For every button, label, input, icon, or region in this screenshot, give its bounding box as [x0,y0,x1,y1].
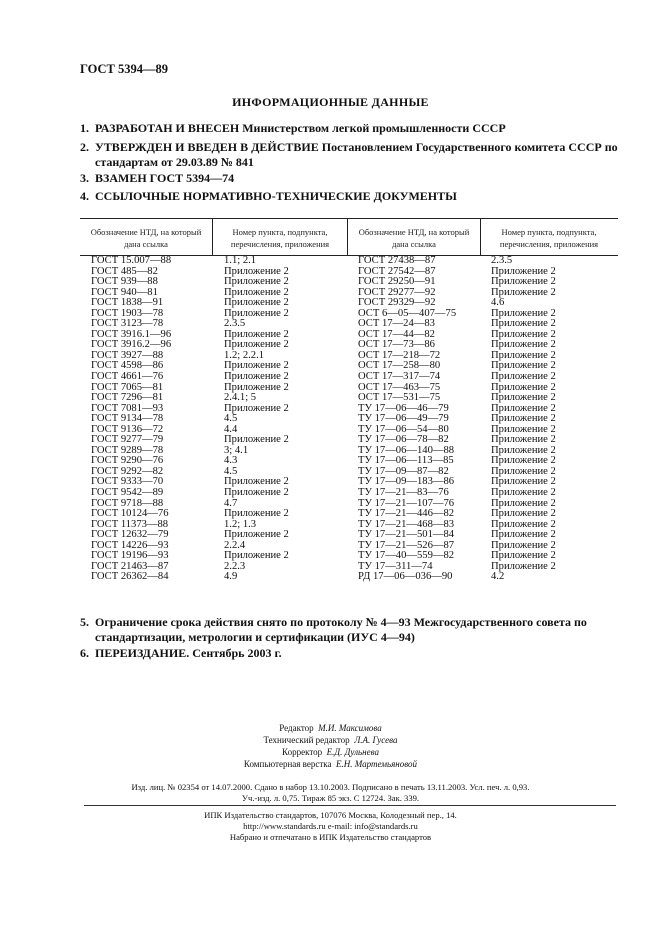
document-code: ГОСТ 5394—89 [80,62,169,76]
table-cell: Приложение 2 [491,392,556,404]
item-number: 5. [80,615,89,629]
table-cell: ГОСТ 29250—91 [358,276,436,288]
table-cell: ОСТ 17—24—83 [358,318,435,330]
table-cell: Приложение 2 [224,476,289,488]
table-divider [480,218,481,255]
table-cell: Приложение 2 [224,508,289,520]
table-cell: Приложение 2 [224,265,289,277]
table-cell: ТУ 17—21—83—76 [358,487,449,499]
item-number: 2. [80,140,89,154]
table-cell: 3; 4.1 [224,444,249,456]
item-number: 4. [80,189,89,203]
item-number: 3. [80,171,89,185]
table-divider [212,218,213,255]
table-cell: ТУ 17—09—183—86 [358,476,455,488]
table-column-docs-right [358,256,456,583]
table-cell: ГОСТ 21463—87 [91,560,169,572]
table-cell: 1.2; 2.2.1 [224,349,265,361]
table-cell: ГОСТ 27438—87 [358,255,436,266]
credit-layout: Компьютерная верстка Е.Н. Мартемьяновой [243,759,418,769]
table-cell: Приложение 2 [491,487,556,499]
table-cell: ГОСТ 27542—87 [358,265,436,277]
table-cell: ОСТ 17—531—75 [358,392,441,404]
table-cell: Приложение 2 [491,539,556,551]
table-cell: ОСТ 17—258—80 [358,360,441,372]
table-cell: ГОСТ 9134—78 [91,413,164,425]
table-cell: ГОСТ 1838—91 [91,297,164,309]
table-header-ref-right: Номер пункта, подпункта, перечисления, приложения [499,227,599,249]
table-cell: Приложение 2 [224,297,289,309]
table-cell: ГОСТ 9290—76 [91,455,164,467]
table-top-rule [80,218,618,219]
item-text: Министерством легкой промышленности СССР [239,121,506,135]
table-cell: ГОСТ 29329—92 [358,297,436,309]
table-cell: ГОСТ 7081—93 [91,402,164,414]
table-cell: ГОСТ 3927—88 [91,349,164,361]
table-cell: Приложение 2 [491,550,556,562]
table-cell: ГОСТ 4598—86 [91,360,164,372]
table-header-ref-left: Номер пункта, подпункта, перечисления, приложения [230,227,330,249]
table-cell: ГОСТ 3123—78 [91,318,164,330]
table-cell: Приложение 2 [491,360,556,372]
table-cell: Приложение 2 [224,487,289,499]
table-header-doc-left: Обозначение НТД, на который дана ссылка [90,227,202,249]
section-title: ИНФОРМАЦИОННЫЕ ДАННЫЕ [232,95,429,109]
publication-line-1: Изд. лиц. № 02354 от 14.07.2000. Сдано в набор 13.10.2003. Подписано в печать 13.11.2003. Усл. печ. л. 0,93. [131,782,530,792]
table-cell: 4.3 [224,455,238,467]
table-cell: Приложение 2 [491,381,556,393]
table-cell: 2.2.4 [224,539,246,551]
table-cell: Приложение 2 [224,360,289,372]
table-cell: Приложение 2 [491,508,556,520]
item-6 [80,646,620,661]
table-cell: ТУ 17—06—113—85 [358,455,454,467]
table-cell: Приложение 2 [491,560,556,572]
table-cell: Приложение 2 [491,423,556,435]
table-cell: ГОСТ 9289—78 [91,444,164,456]
credit-tech-editor: Технический редактор Л.А. Гусева [263,735,398,745]
imprint-rule [84,805,616,806]
table-cell: 2.2.3 [224,560,246,572]
item-number: 6. [80,646,89,660]
table-cell: Приложение 2 [491,328,556,340]
table-cell: ГОСТ 3916.1—96 [91,328,172,340]
table-cell: ГОСТ 3916.2—96 [91,339,172,351]
table-cell: Приложение 2 [224,328,289,340]
table-cell: Приложение 2 [491,276,556,288]
table-cell: ОСТ 17—73—86 [358,339,435,351]
item-lead: ССЫЛОЧНЫЕ НОРМАТИВНО-ТЕХНИЧЕСКИЕ ДОКУМЕНТЫ [95,189,457,203]
table-cell: Приложение 2 [491,265,556,277]
table-cell: 4.6 [491,297,505,309]
table-cell: ГОСТ 15.007—88 [91,255,172,266]
table-cell: Приложение 2 [491,371,556,383]
table-column-docs-left [91,256,171,583]
item-2 [80,140,620,170]
table-cell: Приложение 2 [491,529,556,541]
table-cell: ГОСТ 9277—79 [91,434,164,446]
table-cell: 2.4.1; 5 [224,392,257,404]
item-lead: УТВЕРЖДЕН И ВВЕДЕН В ДЕЙСТВИЕ [95,140,319,154]
table-cell: ОСТ 17—44—82 [358,328,435,340]
table-cell: Приложение 2 [491,465,556,477]
table-cell: ГОСТ 11373—88 [91,518,169,530]
table-cell: Приложение 2 [491,413,556,425]
table-cell: ГОСТ 26362—84 [91,571,169,583]
table-cell: Приложение 2 [491,339,556,351]
table-cell: Приложение 2 [491,286,556,298]
table-cell: Приложение 2 [224,434,289,446]
table-cell: Приложение 2 [491,455,556,467]
imprint-printer: Набрано и отпечатано в ИПК Издательство стандартов [229,832,432,842]
table-cell: 2.3.5 [491,255,513,266]
item-3 [80,171,620,186]
table-cell: 4.2 [491,571,505,583]
item-text: Ограничение срока действия снято по протоколу № 4—93 Межгосударственного совета по стандартизации, метрологии и сертификации (ИУС 4—94) [95,615,587,644]
item-text: Постановлением Государственного комитета СССР по стандартам от 29.03.89 № 841 [95,140,618,169]
table-cell: ОСТ 17—317—74 [358,371,441,383]
table-cell: ГОСТ 9333—70 [91,476,164,488]
table-cell: 4.7 [224,497,238,509]
table-cell: Приложение 2 [224,402,289,414]
item-4 [80,189,620,204]
table-cell: 4.9 [224,571,238,583]
table-cell: ГОСТ 7296—81 [91,392,164,404]
table-cell: ТУ 17—40—559—82 [358,550,455,562]
table-cell: Приложение 2 [224,276,289,288]
table-cell: Приложение 2 [224,550,289,562]
table-cell: Приложение 2 [224,286,289,298]
table-cell: ТУ 17—06—78—82 [358,434,449,446]
table-cell: 4.5 [224,413,238,425]
table-cell: ГОСТ 939—88 [91,276,158,288]
table-cell: 4.4 [224,423,238,435]
table-cell: ТУ 17—311—74 [358,560,433,572]
table-cell: Приложение 2 [491,434,556,446]
table-cell: ГОСТ 9718—88 [91,497,164,509]
table-cell: ГОСТ 12632—79 [91,529,169,541]
table-cell: ТУ 17—06—49—79 [358,413,449,425]
credit-editor: Редактор М.И. Максимова [279,723,382,733]
imprint-address: ИПК Издательство стандартов, 107076 Москва, Колодезный пер., 14. [204,810,457,820]
table-cell: ТУ 17—21—446—82 [358,508,455,520]
item-1 [80,121,620,136]
table-divider [347,218,348,255]
table-header-doc-right: Обозначение НТД, на который дана ссылка [358,227,470,249]
table-cell: ГОСТ 14226—93 [91,539,169,551]
table-cell: Приложение 2 [224,339,289,351]
item-5 [80,615,620,645]
table-cell: Приложение 2 [491,349,556,361]
table-cell: ГОСТ 4661—76 [91,371,164,383]
table-cell: ГОСТ 940—81 [91,286,158,298]
table-cell: ГОСТ 485—82 [91,265,158,277]
table-cell: ГОСТ 9542—89 [91,487,164,499]
table-cell: ТУ 17—21—526—87 [358,539,455,551]
table-cell: ГОСТ 9292—82 [91,465,164,477]
table-cell: Приложение 2 [491,307,556,319]
table-cell: ОСТ 6—05—407—75 [358,307,457,319]
table-cell: Приложение 2 [224,381,289,393]
table-cell: ТУ 17—21—468—83 [358,518,455,530]
credit-proofreader: Корректор Е.Д. Дульнева [282,747,379,757]
table-cell: Приложение 2 [491,518,556,530]
table-cell: ТУ 17—21—107—76 [358,497,455,509]
item-lead: ВЗАМЕН ГОСТ 5394—74 [95,171,235,185]
table-cell: ОСТ 17—463—75 [358,381,441,393]
table-cell: 4.5 [224,465,238,477]
table-cell: 1.1; 2.1 [224,255,257,266]
table-cell: ТУ 17—06—46—79 [358,402,449,414]
table-cell: Приложение 2 [491,497,556,509]
table-cell: ГОСТ 10124—76 [91,508,169,520]
table-cell: Приложение 2 [491,444,556,456]
table-cell: Приложение 2 [491,402,556,414]
table-cell: ТУ 17—06—140—88 [358,444,455,456]
table-cell: ГОСТ 9136—72 [91,423,164,435]
item-number: 1. [80,121,89,135]
table-cell: ГОСТ 1903—78 [91,307,164,319]
table-cell: 2.3.5 [224,318,246,330]
publication-line-2: Уч.-изд. л. 0,75. Тираж 85 экз. С 12724. Зак. 339. [241,793,420,803]
table-cell: РД 17—06—036—90 [358,571,453,583]
table-cell: Приложение 2 [224,371,289,383]
table-cell: 1.2; 1.3 [224,518,257,530]
table-cell: ГОСТ 19196—93 [91,550,169,562]
imprint-web: http://www.standards.ru e-mail: info@standards.ru [243,821,418,831]
table-cell: ОСТ 17—218—72 [358,349,441,361]
table-cell: Приложение 2 [224,529,289,541]
table-cell: Приложение 2 [491,318,556,330]
table-cell: ТУ 17—21—501—84 [358,529,455,541]
table-cell: Приложение 2 [224,307,289,319]
table-cell: Приложение 2 [491,476,556,488]
table-cell: ТУ 17—09—87—82 [358,465,449,477]
table-cell: ГОСТ 7065—81 [91,381,164,393]
item-lead: РАЗРАБОТАН И ВНЕСЕН [95,121,240,135]
table-cell: ТУ 17—06—54—80 [358,423,449,435]
table-column-refs-left [224,256,289,583]
table-column-refs-right [491,256,556,583]
table-cell: ГОСТ 29277—92 [358,286,436,298]
item-text: ПЕРЕИЗДАНИЕ. Сентябрь 2003 г. [95,646,282,660]
